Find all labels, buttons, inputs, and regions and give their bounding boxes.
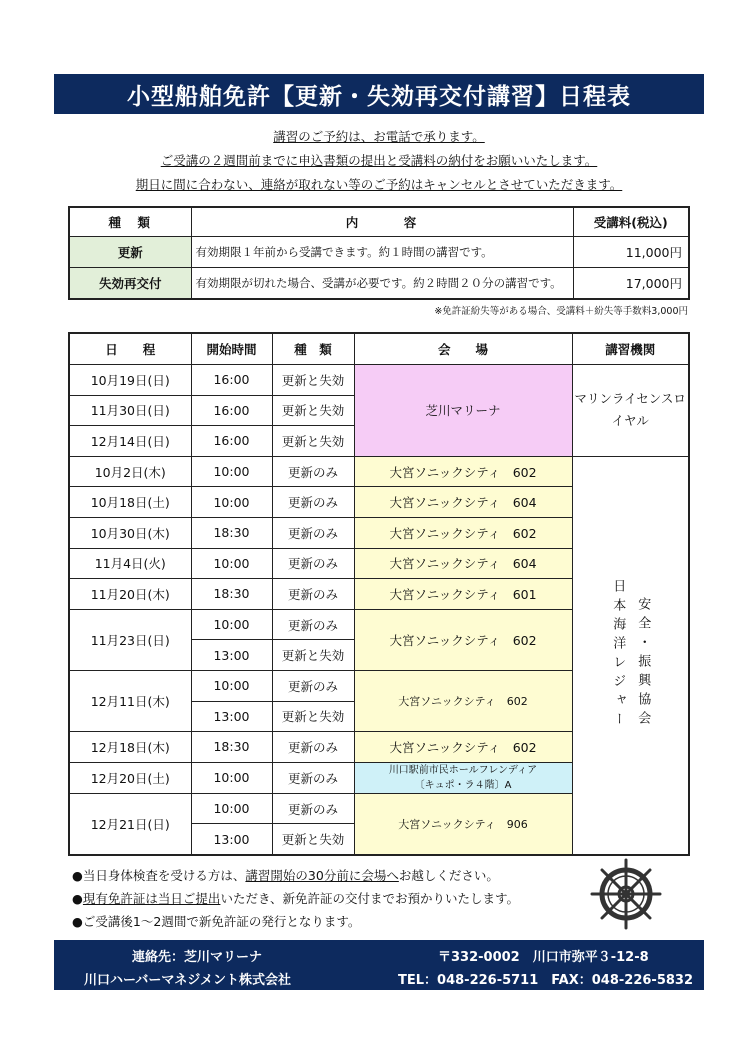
row-date: 12月14日(日) [69,426,191,457]
note-deadline: ご受講の２週間前までに申込書類の提出と受講料の納付をお願いいたします。 [160,153,598,168]
notice-emphasis: 現有免許証は当日ご提出 [82,891,221,906]
table-row [69,456,689,487]
row-start: 10:00 [191,548,272,579]
org-marine-license-royal: マリンライセンスロイヤル [572,365,689,457]
row-start: 13:00 [191,701,272,732]
row-start: 18:30 [191,732,272,763]
row-date: 12月20日(土) [69,762,191,793]
notice-item: ●ご受講後1～2週間で新免許証の発行となります。 [72,914,361,929]
row-start: 18:30 [191,579,272,610]
fee-footnote: ※免許証紛失等がある場合、受講料＋紛失等手数料3,000円 [434,306,688,317]
row-venue: 大宮ソニックシティ 604 [354,487,572,518]
header-type: 種 類 [272,333,354,365]
row-type: 更新のみ [272,487,354,518]
row-date: 11月4日(火) [69,548,191,579]
fee-content: 有効期限が切れた場合、受講が必要です。約２時間２０分の講習です。 [191,268,573,300]
row-start: 10:00 [191,670,272,701]
notice-emphasis: 講習開始の30分前に会場へ [245,868,399,883]
fee-header-type: 種 類 [69,207,191,237]
row-start: 18:30 [191,517,272,548]
row-venue: 大宮ソニックシティ 601 [354,579,572,610]
org-name-line2: 安全・振興協会 [635,596,651,730]
row-type: 更新のみ [272,609,354,640]
table-row [69,365,689,396]
fee-row [69,268,689,300]
row-venue: 大宮ソニックシティ 602 [354,456,572,487]
row-venue: 大宮ソニックシティ 602 [354,670,572,731]
footer-phone-fax: TEL：048-226-5711 FAX：048-226-5832 [398,973,693,988]
row-start: 16:00 [191,426,272,457]
footer-contact [54,940,704,990]
schedule-header [69,333,689,365]
row-type: 更新のみ [272,793,354,824]
row-venue: 大宮ソニックシティ 602 [354,609,572,670]
notice-list [72,864,592,933]
fee-row [69,237,689,268]
row-start: 10:00 [191,609,272,640]
row-date: 11月20日(木) [69,579,191,610]
row-type: 更新と失効 [272,426,354,457]
row-start: 10:00 [191,456,272,487]
row-venue [354,762,572,793]
row-date: 10月19日(日) [69,365,191,396]
row-venue: 大宮ソニックシティ 602 [354,517,572,548]
fee-content: 有効期限１年前から受講できます。約１時間の講習です。 [191,237,573,268]
notice-text: ●当日身体検査を受ける方は、 [72,868,246,883]
org-japan-marine-leisure [572,456,689,855]
notice-text: お越しください。 [398,868,499,883]
notice-text: いただき、新免許証の交付までお預かりいたします。 [220,891,519,906]
row-date: 10月2日(木) [69,456,191,487]
row-type: 更新と失効 [272,701,354,732]
row-date: 12月18日(木) [69,732,191,763]
notice-item [72,864,592,887]
fee-amount: 17,000円 [573,268,689,300]
footer-company: 川口ハーバーマネジメント株式会社 [84,973,291,988]
row-venue: 大宮ソニックシティ 906 [354,793,572,855]
row-venue: 大宮ソニックシティ 602 [354,732,572,763]
ship-wheel-icon [588,856,664,932]
row-start: 13:00 [191,824,272,855]
org-name-line1: 日本海洋レジャー [610,579,626,732]
header-date: 日 程 [69,333,191,365]
note-reservation: 講習のご予約は、お電話で承ります。 [273,129,485,144]
fee-header-fee: 受講料(税込) [573,207,689,237]
row-type: 更新のみ [272,762,354,793]
venue-line1: 川口駅前市民ホールフレンディア [388,764,538,776]
row-type: 更新のみ [272,517,354,548]
row-date: 11月23日(日) [69,609,191,670]
row-date: 12月21日(日) [69,793,191,855]
row-type: 更新と失効 [272,640,354,671]
footer-address: 〒332-0002 川口市弥平３-12-8 [438,950,649,965]
row-venue: 大宮ソニックシティ 604 [354,548,572,579]
row-type: 更新のみ [272,732,354,763]
row-type: 更新のみ [272,456,354,487]
row-type: 更新のみ [272,548,354,579]
header-org: 講習機関 [572,333,689,365]
row-type: 更新のみ [272,579,354,610]
fee-type: 更新 [69,237,191,268]
row-start: 13:00 [191,640,272,671]
row-type: 更新のみ [272,670,354,701]
fee-amount: 11,000円 [573,237,689,268]
schedule-table [68,332,690,856]
venue-line2: 〔キュポ・ラ４階〕A [414,779,512,791]
notice-item [72,887,592,910]
notice-text: ● [72,891,83,906]
row-type: 更新と失効 [272,365,354,396]
row-date: 11月30日(日) [69,395,191,426]
fee-type: 失効再交付 [69,268,191,300]
row-type: 更新と失効 [272,824,354,855]
row-date: 10月18日(土) [69,487,191,518]
page-title: 小型船舶免許【更新・失効再交付講習】日程表 [54,74,704,114]
row-date: 10月30日(木) [69,517,191,548]
row-start: 10:00 [191,762,272,793]
fee-table-header [69,207,689,237]
row-type: 更新と失効 [272,395,354,426]
row-date: 12月11日(木) [69,670,191,731]
footer-contact-name: 連絡先：芝川マリーナ [132,950,263,965]
header-venue: 会 場 [354,333,572,365]
row-start: 16:00 [191,395,272,426]
row-start: 10:00 [191,487,272,518]
note-cancel: 期日に間に合わない、連絡が取れない等のご予約はキャンセルとさせていただきます。 [135,177,623,192]
row-start: 10:00 [191,793,272,824]
fee-header-content: 内 容 [191,207,573,237]
header-start: 開始時間 [191,333,272,365]
fee-table [68,206,690,300]
row-start: 16:00 [191,365,272,396]
venue-marina: 芝川マリーナ [354,365,572,457]
